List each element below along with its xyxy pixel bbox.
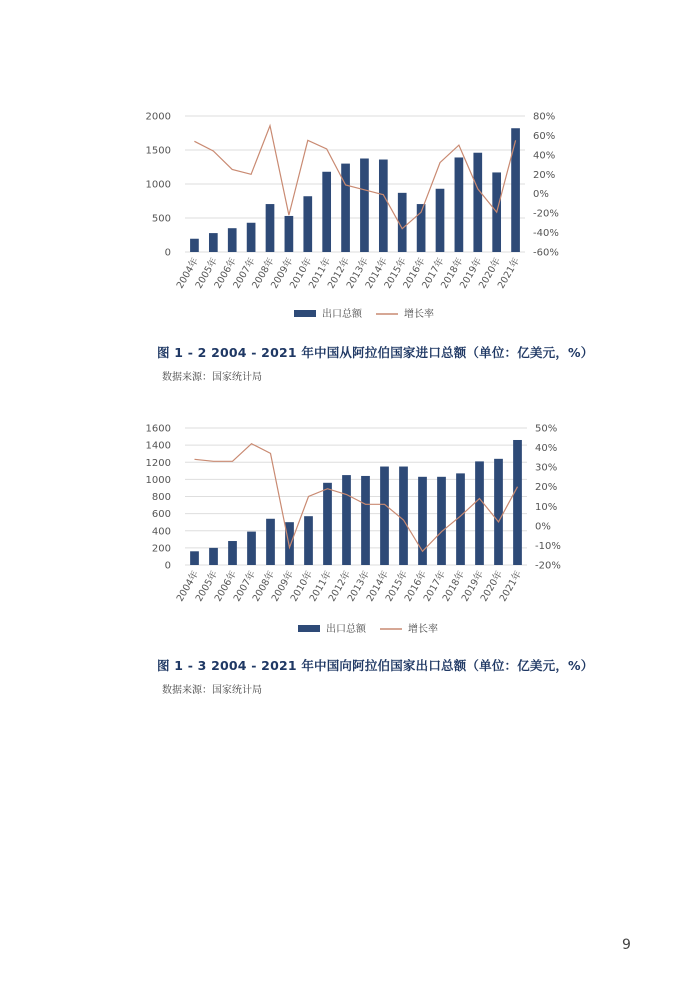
bar xyxy=(304,516,313,565)
y2-tick-label: 20% xyxy=(533,169,556,181)
y-tick-label: 0 xyxy=(164,560,171,572)
y2-tick-label: 60% xyxy=(533,130,556,142)
x-tick-label: 2020年 xyxy=(476,255,504,291)
y2-tick-label: 10% xyxy=(535,501,558,513)
x-tick-label: 2017年 xyxy=(420,256,447,291)
legend-line-label: 增长率 xyxy=(404,309,434,320)
figure-caption: 图 1 - 2 2004 - 2021 年中国从阿拉伯国家进口总额（单位：亿美元，%） xyxy=(157,345,594,360)
y-tick-label: 1200 xyxy=(145,457,171,469)
x-tick-label: 2012年 xyxy=(325,256,353,291)
bar xyxy=(511,128,520,252)
bar xyxy=(285,522,294,565)
chart-import xyxy=(0,100,700,430)
y2-tick-label: -20% xyxy=(533,208,559,220)
x-tick-label: 2010年 xyxy=(288,256,315,291)
y2-tick-label: 40% xyxy=(533,150,556,162)
bar xyxy=(360,159,369,253)
growth-rate-line xyxy=(194,126,515,229)
x-tick-label: 2007年 xyxy=(231,569,259,604)
y-tick-label: 500 xyxy=(151,213,171,225)
page-number: 9 xyxy=(622,937,631,953)
x-tick-label: 2008年 xyxy=(250,569,278,604)
bar xyxy=(285,216,294,252)
y2-tick-label: 0% xyxy=(535,521,551,533)
x-tick-label: 2020年 xyxy=(478,569,506,604)
bar xyxy=(247,532,256,565)
x-tick-label: 2021年 xyxy=(497,569,525,604)
bar xyxy=(455,157,464,252)
x-tick-label: 2007年 xyxy=(231,256,258,291)
bar xyxy=(266,519,275,565)
x-tick-label: 2014年 xyxy=(363,256,390,291)
x-tick-label: 2018年 xyxy=(439,256,466,291)
legend-bar-label: 出口总额 xyxy=(326,624,366,635)
data-source: 数据来源：国家统计局 xyxy=(162,372,262,383)
bar xyxy=(379,160,388,252)
bar xyxy=(399,467,408,565)
x-tick-label: 2004年 xyxy=(174,256,202,291)
y-tick-label: 2000 xyxy=(145,111,171,123)
bar xyxy=(190,239,199,252)
y2-tick-label: -10% xyxy=(535,540,561,552)
bar xyxy=(190,551,199,565)
y2-tick-label: 0% xyxy=(533,189,549,201)
bar xyxy=(437,477,446,565)
x-tick-label: 2004年 xyxy=(174,569,202,604)
bar xyxy=(436,189,445,252)
x-tick-label: 2015年 xyxy=(382,256,409,291)
x-tick-label: 2005年 xyxy=(193,569,221,604)
y2-tick-label: 40% xyxy=(535,443,558,455)
y-tick-label: 1400 xyxy=(145,440,171,452)
x-tick-label: 2005年 xyxy=(193,256,220,291)
x-tick-label: 2014年 xyxy=(364,569,392,604)
bar xyxy=(209,548,218,565)
bar xyxy=(494,459,503,565)
bar xyxy=(323,483,332,565)
legend-bar-swatch xyxy=(294,310,316,317)
x-tick-label: 2017年 xyxy=(421,569,449,604)
bar xyxy=(266,204,275,252)
bar xyxy=(473,153,482,252)
y-tick-label: 0 xyxy=(164,247,171,259)
bar xyxy=(247,223,256,252)
y-tick-label: 200 xyxy=(151,543,171,555)
y2-tick-label: 80% xyxy=(533,111,556,123)
x-tick-label: 2013年 xyxy=(345,569,373,604)
x-tick-label: 2011年 xyxy=(306,256,334,291)
x-tick-label: 2010年 xyxy=(288,569,316,604)
y-tick-label: 1000 xyxy=(145,474,171,486)
bar xyxy=(209,233,218,252)
y2-tick-label: -20% xyxy=(535,560,561,572)
chart-export xyxy=(0,415,700,645)
y-tick-label: 1000 xyxy=(145,179,171,191)
bar xyxy=(228,541,237,565)
x-tick-label: 2013年 xyxy=(344,256,372,291)
x-tick-label: 2012年 xyxy=(326,569,354,604)
x-tick-label: 2008年 xyxy=(250,256,277,291)
y-tick-label: 400 xyxy=(151,526,171,538)
x-tick-label: 2006年 xyxy=(212,256,239,291)
y-tick-label: 1500 xyxy=(145,145,171,157)
y-tick-label: 800 xyxy=(151,492,171,503)
bar xyxy=(380,467,389,565)
y2-tick-label: 20% xyxy=(535,482,558,494)
y2-tick-label: -60% xyxy=(533,247,559,259)
legend-bar-swatch xyxy=(298,625,320,632)
x-tick-label: 2016年 xyxy=(402,569,430,604)
y2-tick-label: -40% xyxy=(533,228,559,240)
x-tick-label: 2019年 xyxy=(458,256,485,291)
x-tick-label: 2015年 xyxy=(383,569,411,604)
x-tick-label: 2019年 xyxy=(459,569,487,604)
bar xyxy=(303,196,312,252)
figure-caption: 图 1 - 3 2004 - 2021 年中国向阿拉伯国家出口总额（单位：亿美元，%） xyxy=(157,658,594,673)
y2-tick-label: 30% xyxy=(535,462,558,474)
bar xyxy=(341,164,350,252)
legend-bar-label: 出口总额 xyxy=(322,309,362,320)
y2-tick-label: 50% xyxy=(535,423,558,435)
bar xyxy=(475,461,484,565)
x-tick-label: 2018年 xyxy=(440,569,468,604)
x-tick-label: 2021年 xyxy=(495,256,523,291)
x-tick-label: 2009年 xyxy=(269,569,297,604)
y-tick-label: 1600 xyxy=(145,423,171,435)
x-tick-label: 2011年 xyxy=(307,569,335,604)
bar xyxy=(322,172,331,252)
x-tick-label: 2009年 xyxy=(269,256,296,291)
legend-line-label: 增长率 xyxy=(408,624,438,635)
bar xyxy=(342,475,351,565)
x-tick-label: 2016年 xyxy=(401,256,428,291)
bar xyxy=(361,476,370,565)
data-source: 数据来源：国家统计局 xyxy=(162,685,262,696)
growth-rate-line xyxy=(195,444,518,552)
bar xyxy=(228,228,237,252)
y-tick-label: 600 xyxy=(151,509,171,521)
x-tick-label: 2006年 xyxy=(212,569,240,604)
bar xyxy=(513,440,522,565)
